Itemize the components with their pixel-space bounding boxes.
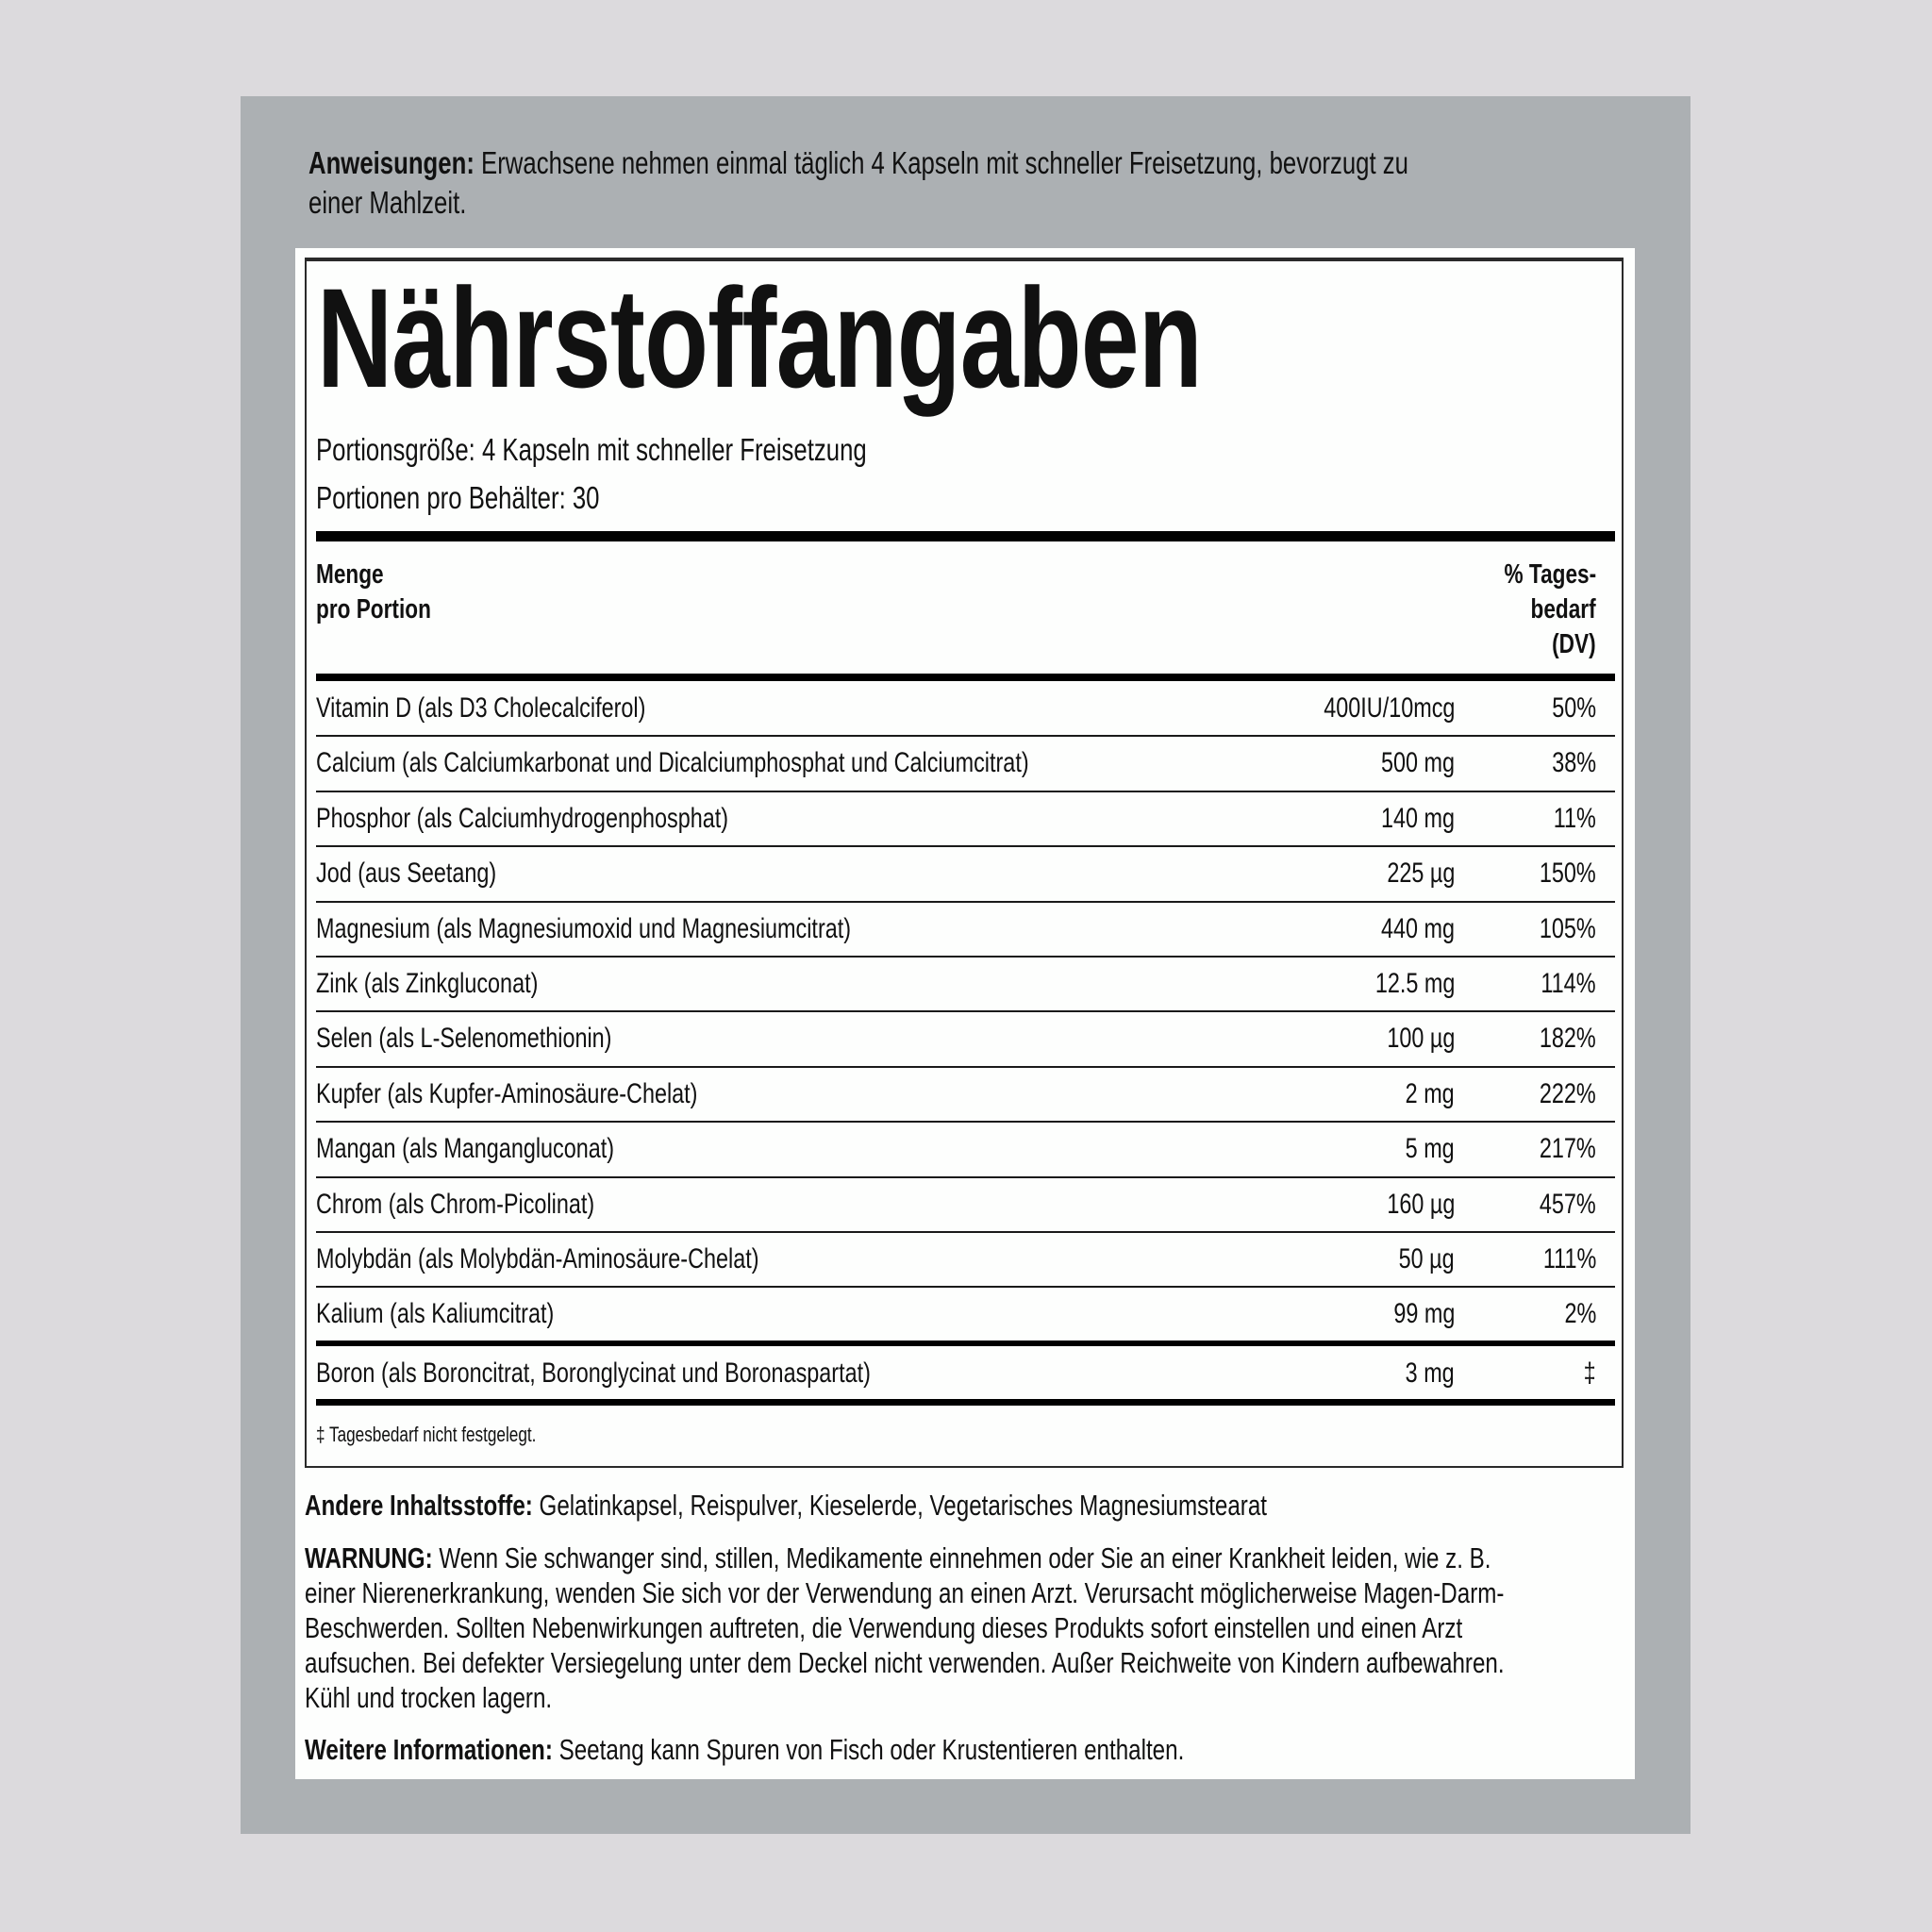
nutrient-name: Calcium (als Calciumkarbonat und Dicalciumphosphat und Calciumcitrat) [316, 747, 1029, 779]
nutrient-name: Vitamin D (als D3 Cholecalciferol) [316, 692, 646, 724]
thick-rule-header [316, 674, 1615, 681]
nutrient-name: Mangan (als Mangangluconat) [316, 1133, 615, 1165]
thick-rule-bottom [316, 1399, 1615, 1406]
nutrient-name: Selen (als L-Selenomethionin) [316, 1023, 612, 1055]
other-ingredients-label: Andere Inhaltsstoffe: [305, 1489, 533, 1522]
nutrient-amount: 440 mg [1380, 912, 1455, 944]
header-daily-value: % Tages- bedarf (DV) [1504, 559, 1596, 659]
nutrient-name: Zink (als Zinkgluconat) [316, 968, 539, 999]
nutrient-daily-value: 182% [1540, 1023, 1596, 1055]
other-ingredients: Andere Inhaltsstoffe: Gelatinkapsel, Reispulver, Kieselerde, Vegetarisches Magnesiumstearat [305, 1489, 1268, 1522]
nutrient-daily-value: 38% [1552, 747, 1596, 779]
warning-label: WARNUNG: [305, 1541, 433, 1574]
nutrient-row [316, 791, 1615, 846]
warning: WARNUNG: Wenn Sie schwanger sind, stillen, Medikamente einnehmen oder Sie an einer Krankheit leiden, wie z. B. einer Nierenerkrankung, wenden Sie sich vor der Verwendung an einen Arzt. Verursacht möglicherweise Magen-Darm- Beschwerden. Sollten Nebenwirkungen auftreten, die Verwendung dieses Produkts sofort einstellen und einen Arzt aufsuchen. Bei defekter Versiegelung unter dem Deckel nicht verwenden. Außer Reichweite von Kindern aufbewahren. Kühl und trocken lagern. [305, 1541, 1505, 1714]
servings-per-container: Portionen pro Behälter: 30 [316, 480, 600, 515]
nutrient-name: Magnesium (als Magnesiumoxid und Magnesiumcitrat) [316, 912, 852, 944]
nutrient-row [316, 1122, 1615, 1176]
nutrient-amount: 140 mg [1380, 802, 1455, 834]
nutrient-name: Chrom (als Chrom-Picolinat) [316, 1188, 595, 1220]
nutrient-daily-value: 2% [1564, 1298, 1596, 1330]
nutrient-daily-value: 111% [1542, 1243, 1596, 1274]
nutrient-name: Molybdän (als Molybdän-Aminosäure-Chelat) [316, 1243, 759, 1274]
nutrient-daily-value: 11% [1553, 802, 1596, 834]
nutrient-amount: 50 µg [1398, 1243, 1455, 1274]
nutrient-row-boron: Boron (als Boroncitrat, Boronglycinat und Boronaspartat) 3 mg ‡ [316, 1357, 1596, 1389]
nutrient-amount: 500 mg [1380, 747, 1455, 779]
nutrient-name: Phosphor (als Calciumhydrogenphosphat) [316, 802, 729, 834]
nutrient-daily-value: 457% [1540, 1188, 1596, 1220]
footnote: ‡ Tagesbedarf nicht festgelegt. [316, 1423, 537, 1446]
nutrient-amount: 100 µg [1386, 1023, 1455, 1055]
nutrient-row [316, 1011, 1615, 1066]
nutrient-daily-value: 114% [1541, 968, 1596, 999]
nutrient-amount: 5 mg [1405, 1133, 1455, 1165]
nutrient-name: Kalium (als Kaliumcitrat) [316, 1298, 555, 1330]
directions [308, 143, 1724, 223]
nutrient-row [316, 736, 1615, 791]
nutrient-row [316, 681, 1615, 736]
nutrient-amount: 160 µg [1386, 1188, 1455, 1220]
header-amount-per-serving: Menge pro Portion [316, 559, 431, 625]
nutrient-row [316, 1232, 1615, 1287]
serving-size: Portionsgröße: 4 Kapseln mit schneller Freisetzung [316, 432, 867, 467]
nutrient-daily-value: 217% [1540, 1133, 1596, 1165]
nutrient-name: Jod (aus Seetang) [316, 858, 497, 890]
nutrient-daily-value: 222% [1540, 1077, 1596, 1109]
nutrient-name: Kupfer (als Kupfer-Aminosäure-Chelat) [316, 1077, 698, 1109]
nutrient-daily-value: 50% [1552, 692, 1596, 724]
nutrient-amount: 225 µg [1386, 858, 1455, 890]
nutrient-daily-value: 105% [1540, 912, 1596, 944]
directions-text-2: einer Mahlzeit. [308, 185, 467, 220]
nutrient-amount: 99 mg [1392, 1298, 1455, 1330]
further-information-label: Weitere Informationen: [305, 1733, 553, 1766]
nutrient-amount: 2 mg [1405, 1077, 1455, 1109]
nutrient-row [316, 1067, 1615, 1122]
nutrient-row [316, 957, 1615, 1011]
directions-text-1: Erwachsene nehmen einmal täglich 4 Kapseln mit schneller Freisetzung, bevorzugt zu [474, 145, 1408, 180]
nutrient-amount: 400IU/10mcg [1323, 692, 1455, 724]
thick-rule-top [316, 531, 1615, 541]
facts-title: Nährstoffangaben [317, 258, 1202, 417]
nutrient-row [316, 846, 1615, 901]
further-information: Weitere Informationen: Seetang kann Spuren von Fisch oder Krustentieren enthalten. [305, 1733, 1185, 1766]
nutrient-row [316, 902, 1615, 957]
nutrient-daily-value: 150% [1540, 858, 1596, 890]
nutrient-row [316, 1177, 1615, 1232]
nutrient-amount: 12.5 mg [1374, 968, 1455, 999]
nutrient-row [316, 1287, 1615, 1341]
directions-label: Anweisungen: [308, 145, 475, 180]
